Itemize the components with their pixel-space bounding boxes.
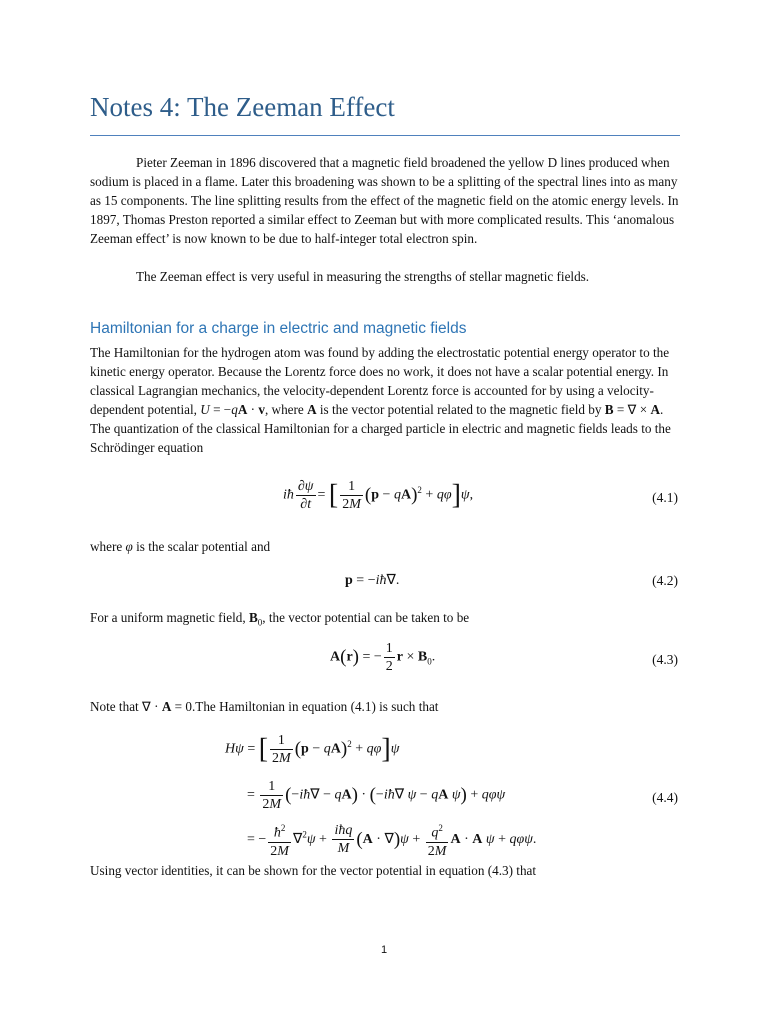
equation-4-1-number: (4.1)	[652, 490, 678, 505]
uniform-field-text-b: , the vector potential can be taken to be	[262, 610, 470, 625]
page-title: Notes 4: The Zeeman Effect	[90, 92, 395, 122]
inline-math-A: A	[307, 402, 317, 417]
section-heading: Hamiltonian for a charge in electric and magnetic fields	[90, 320, 467, 337]
inline-math-potential: U = −qA · v,	[200, 402, 269, 417]
equation-4-1: iħ $\frac{\partial\psi}{\partial t}$ = [ $\frac{1}{2M}$ (p − qA)$^2$ + qφ]ψ,	[283, 479, 474, 512]
section-paragraph-1-text-a: The Hamiltonian for the hydrogen atom was found by adding the electrostatic potential energy operator to the kinetic energy operator. Because the Lorentz force does no work, it does not have a scalar potential energy. In classical Lagrangian mechanics, the velocity-dependent Lorentz force is accounted for by using a velocity-dependent potential,	[90, 345, 670, 417]
equation-4-2: p = −iħ∇.	[345, 573, 400, 588]
equation-4-3-number: (4.3)	[652, 652, 678, 667]
where-phi-paragraph	[90, 537, 682, 556]
uniform-field-text-a: For a uniform magnetic field,	[90, 610, 246, 625]
section-paragraph-1	[90, 343, 682, 457]
note-text-b: The Hamiltonian in equation (4.1) is such that	[195, 699, 439, 714]
inline-math-phi: φ	[125, 539, 133, 554]
title-underline	[90, 135, 680, 136]
section-paragraph-1-text-c: is the vector potential related to the magnetic field by	[319, 402, 602, 417]
equation-4-3: A(r) = − $\frac{1}{2}$ $r \times B_0$.	[330, 641, 436, 674]
section-paragraph-1-text-d: The quantization of the classical Hamiltonian for a charged particle in electric and magnetic fields leads to the Schrödinger equation	[90, 421, 671, 455]
vector-identities-paragraph: Using vector identities, it can be shown for the vector potential in equation (4.3) that	[90, 863, 537, 878]
equation-4-4-line-2: = $\frac{1}{2M}$ (−iħ∇ − qA) · (−iħ∇ ψ − qA ψ) + qφψ	[247, 779, 506, 812]
where-phi-text-a: where	[90, 539, 123, 554]
intro-paragraph-1: Pieter Zeeman in 1896 discovered that a magnetic field broadened the yellow D lines produced when sodium is placed in a flame. Later this broadening was shown to be a splitting of the spectral lines into as many as 15 components. The line splitting results from the effect of the magnetic field on the atomic energy levels. In 1897, Thomas Preston reported a similar effect to Zeeman but with more complicated results. This ‘anomalous Zeeman effect’ is now known to be due to half-integer total electron spin.	[90, 155, 679, 246]
uniform-field-paragraph: For a uniform magnetic field, $B_0$, the vector potential can be taken to be	[90, 610, 470, 628]
intro-paragraph-2: The Zeeman effect is very useful in measuring the strengths of stellar magnetic fields.	[136, 269, 590, 284]
note-text-a: Note that	[90, 699, 139, 714]
equation-4-4-number: (4.4)	[652, 790, 678, 805]
inline-math-curl: B = ∇ × A.	[604, 402, 664, 417]
inline-math-B0: B	[248, 610, 258, 625]
page-number: 1	[380, 944, 388, 956]
equation-4-4-line-3: = − $\frac{ħ^2}{2M}$ ∇$^2$ψ + $\frac{\text{iħq}}{M}$ (A · ∇)ψ + $\frac{q^2}{2M}$ A · A ψ + qφψ.	[247, 820, 536, 860]
inline-math-divergence: ∇ · A = 0.	[142, 699, 196, 714]
equation-4-4-line-1: Hψ = [ $\frac{1}{2M}$ (p − qA)$^2$ + qφ]ψ	[225, 733, 400, 766]
note-paragraph	[90, 697, 682, 716]
equation-4-2-number: (4.2)	[652, 573, 678, 588]
section-paragraph-1-text-b: where	[271, 402, 304, 417]
where-phi-text-b: is the scalar potential and	[136, 539, 271, 554]
